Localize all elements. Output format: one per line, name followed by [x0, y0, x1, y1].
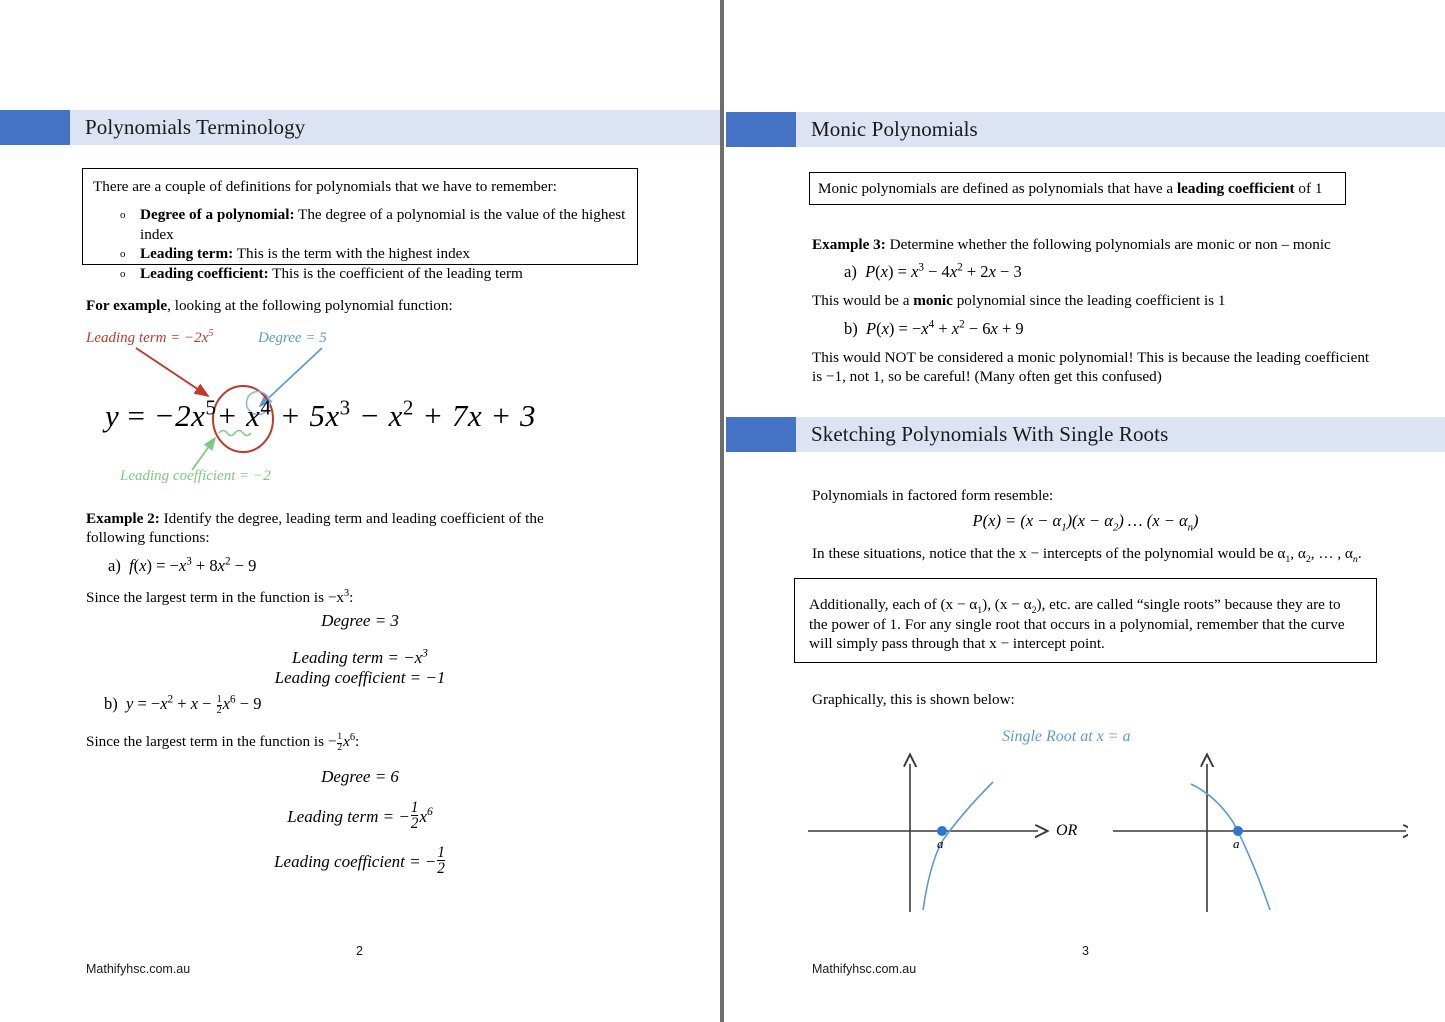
example2-text: Identify the degree, leading term and leading coefficient of the following functions:: [86, 510, 544, 546]
eq-term1-base: −2x: [153, 398, 206, 433]
monic-text-before: Monic polynomials are defined as polynomials that have a: [818, 180, 1177, 197]
eq-term4-base: − x: [358, 398, 403, 433]
definitions-list: [93, 205, 627, 283]
example3-text: Determine whether the following polynomials are monic or non – monic: [885, 236, 1331, 253]
list-item: [118, 205, 627, 244]
section-header-sketching-polynomials: [726, 417, 1445, 452]
eq-term3-base: + 5x: [279, 398, 340, 433]
example2b-marker: b): [104, 694, 118, 713]
example2b-since: Since the largest term in the function is − $\frac{1}{2}$ $x^6$:: [86, 731, 360, 753]
header-accent-block: [726, 112, 796, 147]
example2b-fraction: [411, 800, 419, 832]
eq-term2: [216, 395, 272, 433]
example3-label: Example 3:: [812, 236, 886, 253]
for-example-bold: For example: [86, 297, 168, 314]
eq-y: y: [105, 398, 120, 433]
eq-term2-base: + x: [216, 398, 261, 433]
example2b-degree: Degree = 6: [321, 767, 399, 786]
graph-intro: Graphically, this is shown below:: [812, 691, 1015, 708]
answer-a-bold: monic: [913, 292, 953, 309]
example2a-since-tail: :: [349, 589, 354, 606]
example2-label: Example 2:: [86, 510, 160, 527]
example3a-equation: a) $P(x) = x^3 - 4x^2 + 2x - 3$: [844, 261, 1022, 281]
root-point: [1233, 826, 1243, 836]
definition-text: This is the coefficient of the leading term: [268, 264, 523, 282]
graph-or-label: OR: [1056, 822, 1078, 839]
example3a-answer: [812, 291, 1226, 310]
monic-definition-text: [810, 173, 1345, 204]
graph-caption: Single Root at x = a: [1002, 728, 1131, 745]
for-example-rest: , looking at the following polynomial function:: [167, 297, 453, 314]
page-divider: [720, 0, 724, 1022]
eq-term5: + 7x + 3: [422, 398, 537, 433]
example2a-since-text: Since the largest term in the function is −x: [86, 589, 344, 606]
example2a-leading-term-text: Leading term = −x: [292, 648, 423, 667]
example2b-equation: b) $y = -x^2 + x$ − $\frac{1}{2}$ $x^6 - 9$: [104, 693, 262, 717]
fraction-denominator: 2: [437, 860, 445, 878]
example2b-since-text: Since the largest term in the function is: [86, 733, 325, 750]
factored-formula: $P(x) = (x - \alpha_1)(x - \alpha_2)$ … $(x - \alpha_n)$: [972, 511, 1199, 534]
eq-equals: =: [127, 398, 146, 433]
eq-term4-exp: 2: [402, 395, 414, 420]
degree-annotation: Degree = 5: [258, 330, 327, 346]
answer-a-before: This would be a: [812, 292, 914, 309]
example3b-equation: b) $P(x) = -x^4 + x^2 - 6x + 9$: [844, 318, 1024, 338]
list-item: [118, 264, 627, 284]
definition-text: The degree of a polynomial is the value of the highest index: [140, 206, 626, 243]
answer-a-after: polynomial since the leading coefficient is 1: [952, 292, 1226, 309]
fraction-numerator: 1: [410, 799, 419, 816]
example2b-coefficient-fraction: [437, 845, 445, 877]
example2b-leading-term-prefix: Leading term = −: [287, 806, 410, 826]
footer-site-right: Mathifyhsc.com.au: [812, 962, 917, 976]
definition-term: Degree of a polynomial:: [140, 206, 295, 223]
leading-coefficient-arrow: [192, 438, 215, 470]
example2a-since-exp: 3: [343, 587, 350, 599]
eq-term2-exp: 4: [260, 395, 272, 420]
header-accent-block: [0, 110, 70, 145]
leading-term-annotation-exp: 5: [208, 328, 214, 339]
example2a-leading-term: [0, 648, 720, 668]
root-label: a: [937, 836, 944, 851]
footer-page-number-right: 3: [1082, 944, 1089, 958]
section-title: Monic Polynomials: [811, 117, 978, 141]
footer-site-left: Mathifyhsc.com.au: [86, 962, 191, 976]
intercepts-text-a: In these situations, notice that the x − intercepts of the polynomial would be α: [812, 545, 1286, 562]
example2a-since: [86, 588, 353, 607]
monic-definition-box: [809, 172, 1346, 205]
single-roots-line3: simply pass through that x − intercept point.: [836, 635, 1105, 652]
example2a-marker: a): [108, 556, 121, 575]
fraction-numerator: 1: [437, 844, 445, 861]
eq-term3: [279, 395, 351, 433]
curve: [923, 782, 993, 910]
single-roots-text: Additionally, each of $(x - \alpha_1)$, $(x - \alpha_2)$, etc. are called “single roots” because they are to the power of 1. For any single root that occurs in a polynomial, remember that the curve will simply pass through that x − intercept point.: [809, 596, 1345, 652]
graph-increasing: [808, 764, 1038, 912]
leading-term-arrow: [136, 348, 208, 396]
section-header-polynomials-terminology: [0, 110, 722, 145]
root-point: [937, 826, 947, 836]
intercepts-text: In these situations, notice that the x − intercepts of the polynomial would be $\alpha_1$, $\alpha_2$, … , $\alpha_n$.: [812, 545, 1362, 566]
single-root-graphs: [808, 742, 1408, 922]
definitions-intro: There are a couple of definitions for polynomials that we have to remember:: [93, 178, 557, 195]
definitions-box: [82, 168, 638, 282]
section-title: Sketching Polynomials With Single Roots: [811, 422, 1169, 446]
example2b-leading-coefficient: [0, 845, 720, 877]
eq-term1-exp: 5: [205, 395, 217, 420]
intercepts-text-c: , … , α: [1310, 545, 1353, 562]
fraction-denominator: 2: [410, 815, 419, 833]
page-right: [726, 0, 1445, 1022]
eq-term1: [153, 395, 217, 433]
root-label: a: [1233, 836, 1240, 851]
single-roots-line1a: Additionally, each of (x − α: [809, 596, 978, 613]
definition-term: Leading term:: [140, 245, 234, 262]
list-item: [118, 244, 627, 264]
for-example-line: [86, 296, 666, 315]
example2a-leading-coefficient: Leading coefficient = −1: [274, 668, 446, 687]
curve: [1191, 784, 1270, 910]
example2a-degree: Degree = 3: [321, 611, 399, 630]
single-roots-box: [794, 578, 1377, 663]
leading-coefficient-annotation: Leading coefficient = −2: [120, 468, 271, 484]
single-roots-line2: power of 1. For any single root that occurs in a polynomial, remember that the curve will: [809, 615, 1345, 652]
example2-prompt: [86, 509, 596, 547]
monic-text-after: of 1: [1294, 180, 1323, 197]
example3-prompt: [812, 235, 1372, 254]
leading-term-annotation: [86, 330, 213, 347]
footer-page-number-left: 2: [356, 944, 363, 958]
example3b-answer-line2: is −1, not 1, so be careful! (Many often get this confused): [812, 368, 1162, 385]
intercepts-text-d: .: [1357, 545, 1362, 562]
monic-text-bold: leading coefficient: [1176, 180, 1295, 197]
polynomial-equation: [80, 395, 537, 434]
page-left: [0, 0, 722, 1022]
section-title: Polynomials Terminology: [85, 115, 306, 139]
factored-intro: Polynomials in factored form resemble:: [812, 487, 1054, 504]
section-header-monic-polynomials: [726, 112, 1445, 147]
example2a-equation: a) $f(x) = -x^3 + 8x^2 - 9$: [108, 555, 257, 575]
example2b-leading-term: Leading term = − $\frac{1}{2}$ $x^6$: [287, 799, 433, 833]
graph-decreasing: [1113, 764, 1406, 912]
definition-term: Leading coefficient:: [140, 264, 269, 282]
single-roots-line1b: ), (x − α: [982, 596, 1032, 613]
example3b-answer-line1: This would NOT be considered a monic polynomial! This is because the leading coefficient: [812, 349, 1370, 366]
intercepts-text-b: , α: [1290, 545, 1306, 562]
single-roots-line1c: ), etc. are called “single roots” because they are to the: [809, 596, 1341, 633]
leading-term-annotation-text: Leading term = −2x: [86, 330, 209, 346]
example3a-marker: a): [844, 262, 857, 281]
example2a-leading-term-exp: 3: [422, 646, 428, 660]
header-accent-block: [726, 417, 796, 452]
example3b-marker: b): [844, 319, 858, 338]
eq-term3-exp: 3: [339, 395, 351, 420]
example2b-leading-term-exp: 6: [427, 805, 433, 819]
example2b-since-tail: :: [355, 733, 360, 750]
example2b-leading-coefficient-prefix: Leading coefficient = −: [274, 851, 437, 871]
annotated-equation-figure: [80, 318, 680, 503]
definition-text: This is the term with the highest index: [233, 245, 471, 262]
eq-term4: [358, 395, 414, 433]
